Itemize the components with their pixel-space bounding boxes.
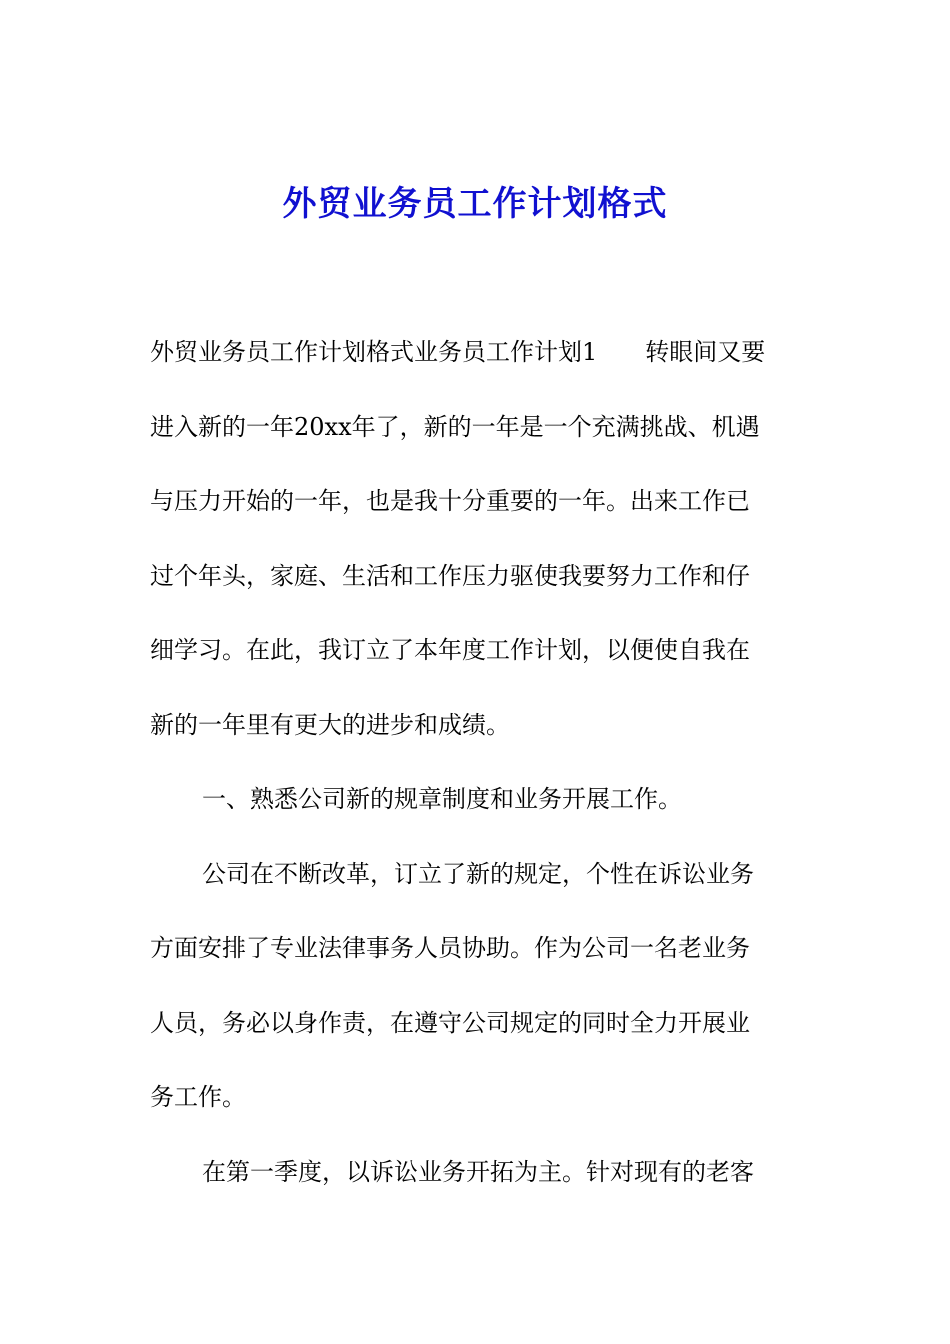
body-line: 过个年头，家庭、生活和工作压力驱使我要努力工作和仔 [150, 561, 750, 590]
body-line: 新的一年里有更大的进步和成绩。 [150, 710, 510, 739]
body-line: 外贸业务员工作计划格式业务员工作计划1 转眼间又要 [150, 338, 766, 366]
document-title: 外贸业务员工作计划格式 [282, 184, 668, 224]
document-body [150, 322, 810, 1216]
body-line: 公司在不断改革，订立了新的规定，个性在诉讼业务 [202, 859, 754, 888]
body-line: 人员，务必以身作责，在遵守公司规定的同时全力开展业 [150, 1008, 750, 1037]
body-line: 方面安排了专业法律事务人员协助。作为公司一名老业务 [150, 934, 750, 962]
body-line: 与压力开始的一年，也是我十分重要的一年。出来工作已 [150, 487, 750, 515]
body-line: 细学习。在此，我订立了本年度工作计划，以便使自我在 [150, 636, 750, 664]
body-line: 在第一季度，以诉讼业务开拓为主。针对现有的老客 [202, 1157, 754, 1186]
section-heading: 一、熟悉公司新的规章制度和业务开展工作。 [202, 785, 682, 813]
body-line: 务工作。 [150, 1083, 246, 1111]
body-line: 进入新的一年20xx年了，新的一年是一个充满挑战、机遇 [150, 412, 760, 441]
